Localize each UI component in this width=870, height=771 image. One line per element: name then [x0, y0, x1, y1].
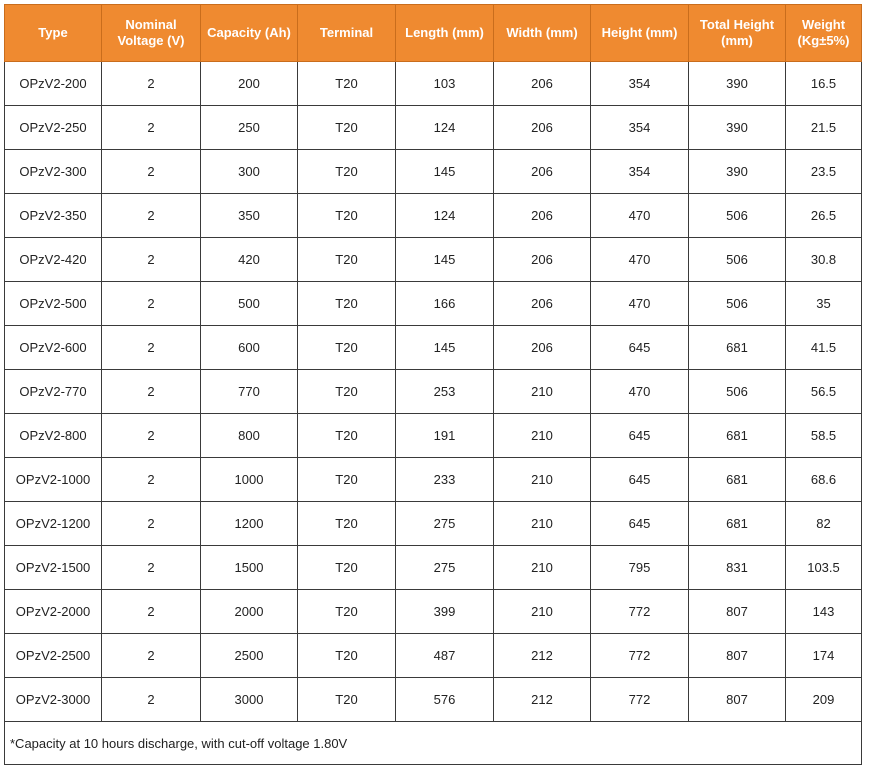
cell-capacity: 2000	[201, 590, 298, 634]
cell-type: OPzV2-2500	[5, 634, 102, 678]
header-weight: Weight (Kg±5%)	[786, 5, 862, 62]
cell-capacity: 800	[201, 414, 298, 458]
header-type: Type	[5, 5, 102, 62]
cell-height: 354	[591, 150, 689, 194]
cell-total-height: 807	[689, 678, 786, 722]
cell-length: 166	[396, 282, 494, 326]
cell-terminal: T20	[298, 678, 396, 722]
cell-total-height: 390	[689, 106, 786, 150]
footnote: *Capacity at 10 hours discharge, with cut-off voltage 1.80V	[5, 722, 862, 765]
cell-type: OPzV2-800	[5, 414, 102, 458]
cell-width: 206	[494, 326, 591, 370]
cell-capacity: 300	[201, 150, 298, 194]
cell-capacity: 2500	[201, 634, 298, 678]
header-nominal-voltage: Nominal Voltage (V)	[102, 5, 201, 62]
cell-weight: 35	[786, 282, 862, 326]
cell-length: 124	[396, 106, 494, 150]
spec-table-container	[4, 4, 862, 765]
cell-height: 772	[591, 590, 689, 634]
cell-type: OPzV2-2000	[5, 590, 102, 634]
cell-width: 206	[494, 62, 591, 106]
cell-weight: 58.5	[786, 414, 862, 458]
header-length: Length (mm)	[396, 5, 494, 62]
cell-weight: 56.5	[786, 370, 862, 414]
cell-capacity: 3000	[201, 678, 298, 722]
cell-width: 210	[494, 458, 591, 502]
cell-height: 645	[591, 502, 689, 546]
cell-type: OPzV2-420	[5, 238, 102, 282]
cell-capacity: 770	[201, 370, 298, 414]
cell-length: 576	[396, 678, 494, 722]
cell-total-height: 681	[689, 502, 786, 546]
cell-total-height: 506	[689, 194, 786, 238]
cell-terminal: T20	[298, 502, 396, 546]
cell-total-height: 390	[689, 62, 786, 106]
cell-width: 206	[494, 194, 591, 238]
cell-total-height: 681	[689, 326, 786, 370]
cell-weight: 30.8	[786, 238, 862, 282]
cell-nominal-voltage: 2	[102, 194, 201, 238]
cell-weight: 68.6	[786, 458, 862, 502]
cell-nominal-voltage: 2	[102, 634, 201, 678]
header-height: Height (mm)	[591, 5, 689, 62]
cell-length: 145	[396, 150, 494, 194]
cell-length: 124	[396, 194, 494, 238]
cell-nominal-voltage: 2	[102, 590, 201, 634]
cell-length: 103	[396, 62, 494, 106]
footnote-row	[5, 722, 862, 765]
cell-length: 145	[396, 238, 494, 282]
header-capacity: Capacity (Ah)	[201, 5, 298, 62]
cell-weight: 143	[786, 590, 862, 634]
cell-nominal-voltage: 2	[102, 150, 201, 194]
cell-capacity: 600	[201, 326, 298, 370]
cell-terminal: T20	[298, 370, 396, 414]
table-row	[5, 634, 862, 678]
cell-width: 206	[494, 150, 591, 194]
cell-length: 191	[396, 414, 494, 458]
cell-length: 145	[396, 326, 494, 370]
cell-terminal: T20	[298, 194, 396, 238]
cell-nominal-voltage: 2	[102, 458, 201, 502]
cell-terminal: T20	[298, 634, 396, 678]
cell-width: 210	[494, 502, 591, 546]
cell-type: OPzV2-300	[5, 150, 102, 194]
cell-width: 210	[494, 414, 591, 458]
cell-height: 354	[591, 106, 689, 150]
table-row	[5, 106, 862, 150]
cell-weight: 23.5	[786, 150, 862, 194]
cell-length: 275	[396, 502, 494, 546]
cell-weight: 82	[786, 502, 862, 546]
cell-terminal: T20	[298, 62, 396, 106]
cell-total-height: 807	[689, 590, 786, 634]
cell-terminal: T20	[298, 282, 396, 326]
cell-weight: 21.5	[786, 106, 862, 150]
cell-height: 470	[591, 238, 689, 282]
cell-length: 233	[396, 458, 494, 502]
table-row	[5, 678, 862, 722]
cell-weight: 26.5	[786, 194, 862, 238]
cell-type: OPzV2-250	[5, 106, 102, 150]
cell-width: 206	[494, 238, 591, 282]
table-row	[5, 238, 862, 282]
cell-capacity: 1000	[201, 458, 298, 502]
cell-height: 645	[591, 414, 689, 458]
battery-spec-table	[4, 4, 862, 765]
cell-terminal: T20	[298, 546, 396, 590]
cell-length: 275	[396, 546, 494, 590]
cell-type: OPzV2-600	[5, 326, 102, 370]
header-total-height: Total Height (mm)	[689, 5, 786, 62]
cell-nominal-voltage: 2	[102, 678, 201, 722]
cell-weight: 174	[786, 634, 862, 678]
cell-total-height: 831	[689, 546, 786, 590]
cell-terminal: T20	[298, 458, 396, 502]
cell-terminal: T20	[298, 414, 396, 458]
cell-capacity: 200	[201, 62, 298, 106]
table-row	[5, 370, 862, 414]
cell-height: 354	[591, 62, 689, 106]
cell-total-height: 681	[689, 414, 786, 458]
cell-nominal-voltage: 2	[102, 238, 201, 282]
cell-weight: 103.5	[786, 546, 862, 590]
table-row	[5, 194, 862, 238]
cell-height: 795	[591, 546, 689, 590]
cell-nominal-voltage: 2	[102, 502, 201, 546]
cell-height: 772	[591, 634, 689, 678]
cell-terminal: T20	[298, 590, 396, 634]
cell-type: OPzV2-200	[5, 62, 102, 106]
cell-height: 470	[591, 370, 689, 414]
table-row	[5, 590, 862, 634]
table-row	[5, 282, 862, 326]
cell-nominal-voltage: 2	[102, 282, 201, 326]
cell-height: 645	[591, 458, 689, 502]
header-width: Width (mm)	[494, 5, 591, 62]
cell-type: OPzV2-350	[5, 194, 102, 238]
cell-total-height: 506	[689, 370, 786, 414]
cell-width: 212	[494, 678, 591, 722]
cell-width: 212	[494, 634, 591, 678]
cell-total-height: 390	[689, 150, 786, 194]
cell-weight: 209	[786, 678, 862, 722]
cell-height: 470	[591, 194, 689, 238]
cell-terminal: T20	[298, 106, 396, 150]
cell-height: 772	[591, 678, 689, 722]
cell-capacity: 420	[201, 238, 298, 282]
cell-nominal-voltage: 2	[102, 546, 201, 590]
table-row	[5, 414, 862, 458]
cell-capacity: 500	[201, 282, 298, 326]
header-row	[5, 5, 862, 62]
cell-capacity: 250	[201, 106, 298, 150]
table-body	[5, 62, 862, 722]
table-row	[5, 458, 862, 502]
cell-weight: 16.5	[786, 62, 862, 106]
cell-nominal-voltage: 2	[102, 106, 201, 150]
table-row	[5, 62, 862, 106]
table-row	[5, 326, 862, 370]
cell-terminal: T20	[298, 150, 396, 194]
cell-terminal: T20	[298, 238, 396, 282]
cell-width: 206	[494, 106, 591, 150]
cell-capacity: 1200	[201, 502, 298, 546]
cell-height: 645	[591, 326, 689, 370]
cell-terminal: T20	[298, 326, 396, 370]
cell-capacity: 1500	[201, 546, 298, 590]
cell-total-height: 506	[689, 238, 786, 282]
cell-nominal-voltage: 2	[102, 62, 201, 106]
table-row	[5, 150, 862, 194]
cell-weight: 41.5	[786, 326, 862, 370]
cell-width: 210	[494, 370, 591, 414]
cell-total-height: 807	[689, 634, 786, 678]
cell-width: 210	[494, 546, 591, 590]
cell-capacity: 350	[201, 194, 298, 238]
cell-nominal-voltage: 2	[102, 370, 201, 414]
table-row	[5, 546, 862, 590]
cell-nominal-voltage: 2	[102, 326, 201, 370]
cell-total-height: 506	[689, 282, 786, 326]
cell-type: OPzV2-500	[5, 282, 102, 326]
cell-width: 210	[494, 590, 591, 634]
cell-length: 253	[396, 370, 494, 414]
cell-height: 470	[591, 282, 689, 326]
cell-length: 399	[396, 590, 494, 634]
header-terminal: Terminal	[298, 5, 396, 62]
cell-type: OPzV2-3000	[5, 678, 102, 722]
cell-type: OPzV2-1000	[5, 458, 102, 502]
cell-total-height: 681	[689, 458, 786, 502]
cell-type: OPzV2-770	[5, 370, 102, 414]
table-row	[5, 502, 862, 546]
cell-length: 487	[396, 634, 494, 678]
cell-nominal-voltage: 2	[102, 414, 201, 458]
cell-type: OPzV2-1500	[5, 546, 102, 590]
cell-type: OPzV2-1200	[5, 502, 102, 546]
cell-width: 206	[494, 282, 591, 326]
